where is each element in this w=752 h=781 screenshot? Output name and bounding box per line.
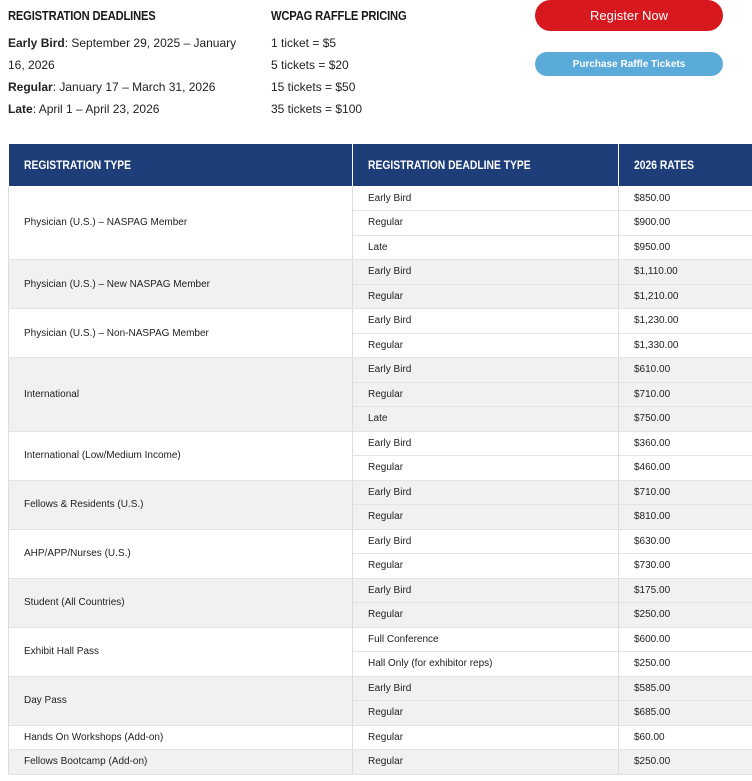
table-row bbox=[9, 480, 752, 505]
registration-type-cell: AHP/APP/Nurses (U.S.) bbox=[9, 529, 353, 578]
rate-cell: $250.00 bbox=[619, 652, 752, 677]
deadline-type-cell: Early Bird bbox=[353, 358, 619, 383]
rate-cell: $460.00 bbox=[619, 456, 752, 481]
rate-cell: $1,110.00 bbox=[619, 260, 752, 285]
header-registration-type bbox=[9, 144, 353, 186]
rate-cell: $175.00 bbox=[619, 578, 752, 603]
registration-type-cell: Physician (U.S.) – New NASPAG Member bbox=[9, 260, 353, 309]
deadlines-list bbox=[8, 32, 248, 120]
deadline-type-cell: Late bbox=[353, 235, 619, 260]
table-row bbox=[9, 578, 752, 603]
purchase-raffle-tickets-button[interactable]: Purchase Raffle Tickets bbox=[535, 52, 723, 76]
rate-cell: $710.00 bbox=[619, 480, 752, 505]
rate-cell: $710.00 bbox=[619, 382, 752, 407]
rate-cell: $810.00 bbox=[619, 505, 752, 530]
rate-cell: $1,230.00 bbox=[619, 309, 752, 334]
deadline-type-cell: Regular bbox=[353, 603, 619, 628]
rate-cell: $250.00 bbox=[619, 603, 752, 628]
table-row bbox=[9, 260, 752, 285]
deadline-type-cell: Regular bbox=[353, 725, 619, 750]
rate-cell: $950.00 bbox=[619, 235, 752, 260]
registration-type-cell: International bbox=[9, 358, 353, 432]
header-label: REGISTRATION DEADLINE TYPE bbox=[368, 158, 531, 172]
table-row bbox=[9, 676, 752, 701]
rate-cell: $600.00 bbox=[619, 627, 752, 652]
rate-cell: $900.00 bbox=[619, 211, 752, 236]
registration-type-cell: Hands On Workshops (Add-on) bbox=[9, 725, 353, 750]
deadline-type-cell: Regular bbox=[353, 456, 619, 481]
register-now-button[interactable]: Register Now bbox=[535, 0, 723, 31]
raffle-price-item: 35 tickets = $100 bbox=[271, 102, 363, 116]
rate-cell: $610.00 bbox=[619, 358, 752, 383]
raffle-price-item: 1 ticket = $5 bbox=[271, 36, 337, 50]
registration-type-cell: Day Pass bbox=[9, 676, 353, 725]
registration-type-cell: International (Low/Medium Income) bbox=[9, 431, 353, 480]
raffle-price-item: 5 tickets = $20 bbox=[271, 58, 349, 72]
rate-cell: $730.00 bbox=[619, 554, 752, 579]
deadline-dates: : January 17 – March 31, 2026 bbox=[52, 80, 216, 94]
registration-type-cell: Student (All Countries) bbox=[9, 578, 353, 627]
deadline-type-cell: Early Bird bbox=[353, 431, 619, 456]
deadline-type-cell: Regular bbox=[353, 382, 619, 407]
deadline-type-cell: Regular bbox=[353, 750, 619, 775]
header-label: 2026 RATES bbox=[634, 158, 695, 172]
deadline-late bbox=[8, 98, 248, 120]
deadline-type-cell: Regular bbox=[353, 554, 619, 579]
deadline-type-cell: Early Bird bbox=[353, 309, 619, 334]
rate-cell: $360.00 bbox=[619, 431, 752, 456]
table-row bbox=[9, 431, 752, 456]
registration-type-cell: Fellows & Residents (U.S.) bbox=[9, 480, 353, 529]
header-deadline-type bbox=[353, 144, 619, 186]
deadline-early-bird bbox=[8, 32, 248, 76]
deadline-dates: : April 1 – April 23, 2026 bbox=[32, 102, 160, 116]
registration-type-cell: Physician (U.S.) – NASPAG Member bbox=[9, 186, 353, 260]
table-row bbox=[9, 309, 752, 334]
table-row bbox=[9, 186, 752, 211]
raffle-price-item: 15 tickets = $50 bbox=[271, 80, 356, 94]
rate-cell: $250.00 bbox=[619, 750, 752, 775]
table-row bbox=[9, 529, 752, 554]
table-row bbox=[9, 725, 752, 750]
table-row bbox=[9, 627, 752, 652]
header-rates bbox=[619, 144, 752, 186]
rate-cell: $1,210.00 bbox=[619, 284, 752, 309]
deadline-type-cell: Hall Only (for exhibitor reps) bbox=[353, 652, 619, 677]
rates-table bbox=[8, 144, 752, 775]
registration-type-cell: Exhibit Hall Pass bbox=[9, 627, 353, 676]
deadlines-title: REGISTRATION DEADLINES bbox=[8, 8, 156, 23]
deadline-type-cell: Regular bbox=[353, 211, 619, 236]
deadline-label: Late bbox=[8, 102, 33, 116]
deadline-type-cell: Early Bird bbox=[353, 676, 619, 701]
rates-table-body bbox=[9, 186, 752, 774]
rate-cell: $585.00 bbox=[619, 676, 752, 701]
registration-type-cell: Physician (U.S.) – Non-NASPAG Member bbox=[9, 309, 353, 358]
deadline-type-cell: Early Bird bbox=[353, 529, 619, 554]
rate-cell: $750.00 bbox=[619, 407, 752, 432]
deadline-type-cell: Regular bbox=[353, 333, 619, 358]
deadline-label: Regular bbox=[8, 80, 53, 94]
registration-type-cell: Fellows Bootcamp (Add-on) bbox=[9, 750, 353, 775]
header-label: REGISTRATION TYPE bbox=[23, 158, 131, 172]
raffle-title: WCPAG RAFFLE PRICING bbox=[271, 8, 407, 23]
deadline-type-cell: Full Conference bbox=[353, 627, 619, 652]
table-header-row bbox=[9, 144, 752, 186]
deadline-type-cell: Early Bird bbox=[353, 578, 619, 603]
rate-cell: $685.00 bbox=[619, 701, 752, 726]
deadline-type-cell: Regular bbox=[353, 284, 619, 309]
table-row bbox=[9, 750, 752, 775]
rate-cell: $1,330.00 bbox=[619, 333, 752, 358]
deadline-dates: : September 29, 2025 – January 16, 2026 bbox=[8, 36, 237, 72]
deadline-type-cell: Early Bird bbox=[353, 186, 619, 211]
deadline-type-cell: Early Bird bbox=[353, 260, 619, 285]
deadline-regular bbox=[8, 76, 248, 98]
deadline-type-cell: Early Bird bbox=[353, 480, 619, 505]
deadline-type-cell: Regular bbox=[353, 701, 619, 726]
raffle-pricing-list bbox=[271, 32, 362, 120]
rate-cell: $630.00 bbox=[619, 529, 752, 554]
rate-cell: $850.00 bbox=[619, 186, 752, 211]
table-row bbox=[9, 358, 752, 383]
deadline-type-cell: Late bbox=[353, 407, 619, 432]
deadline-label: Early Bird bbox=[8, 36, 65, 50]
rate-cell: $60.00 bbox=[619, 725, 752, 750]
deadline-type-cell: Regular bbox=[353, 505, 619, 530]
